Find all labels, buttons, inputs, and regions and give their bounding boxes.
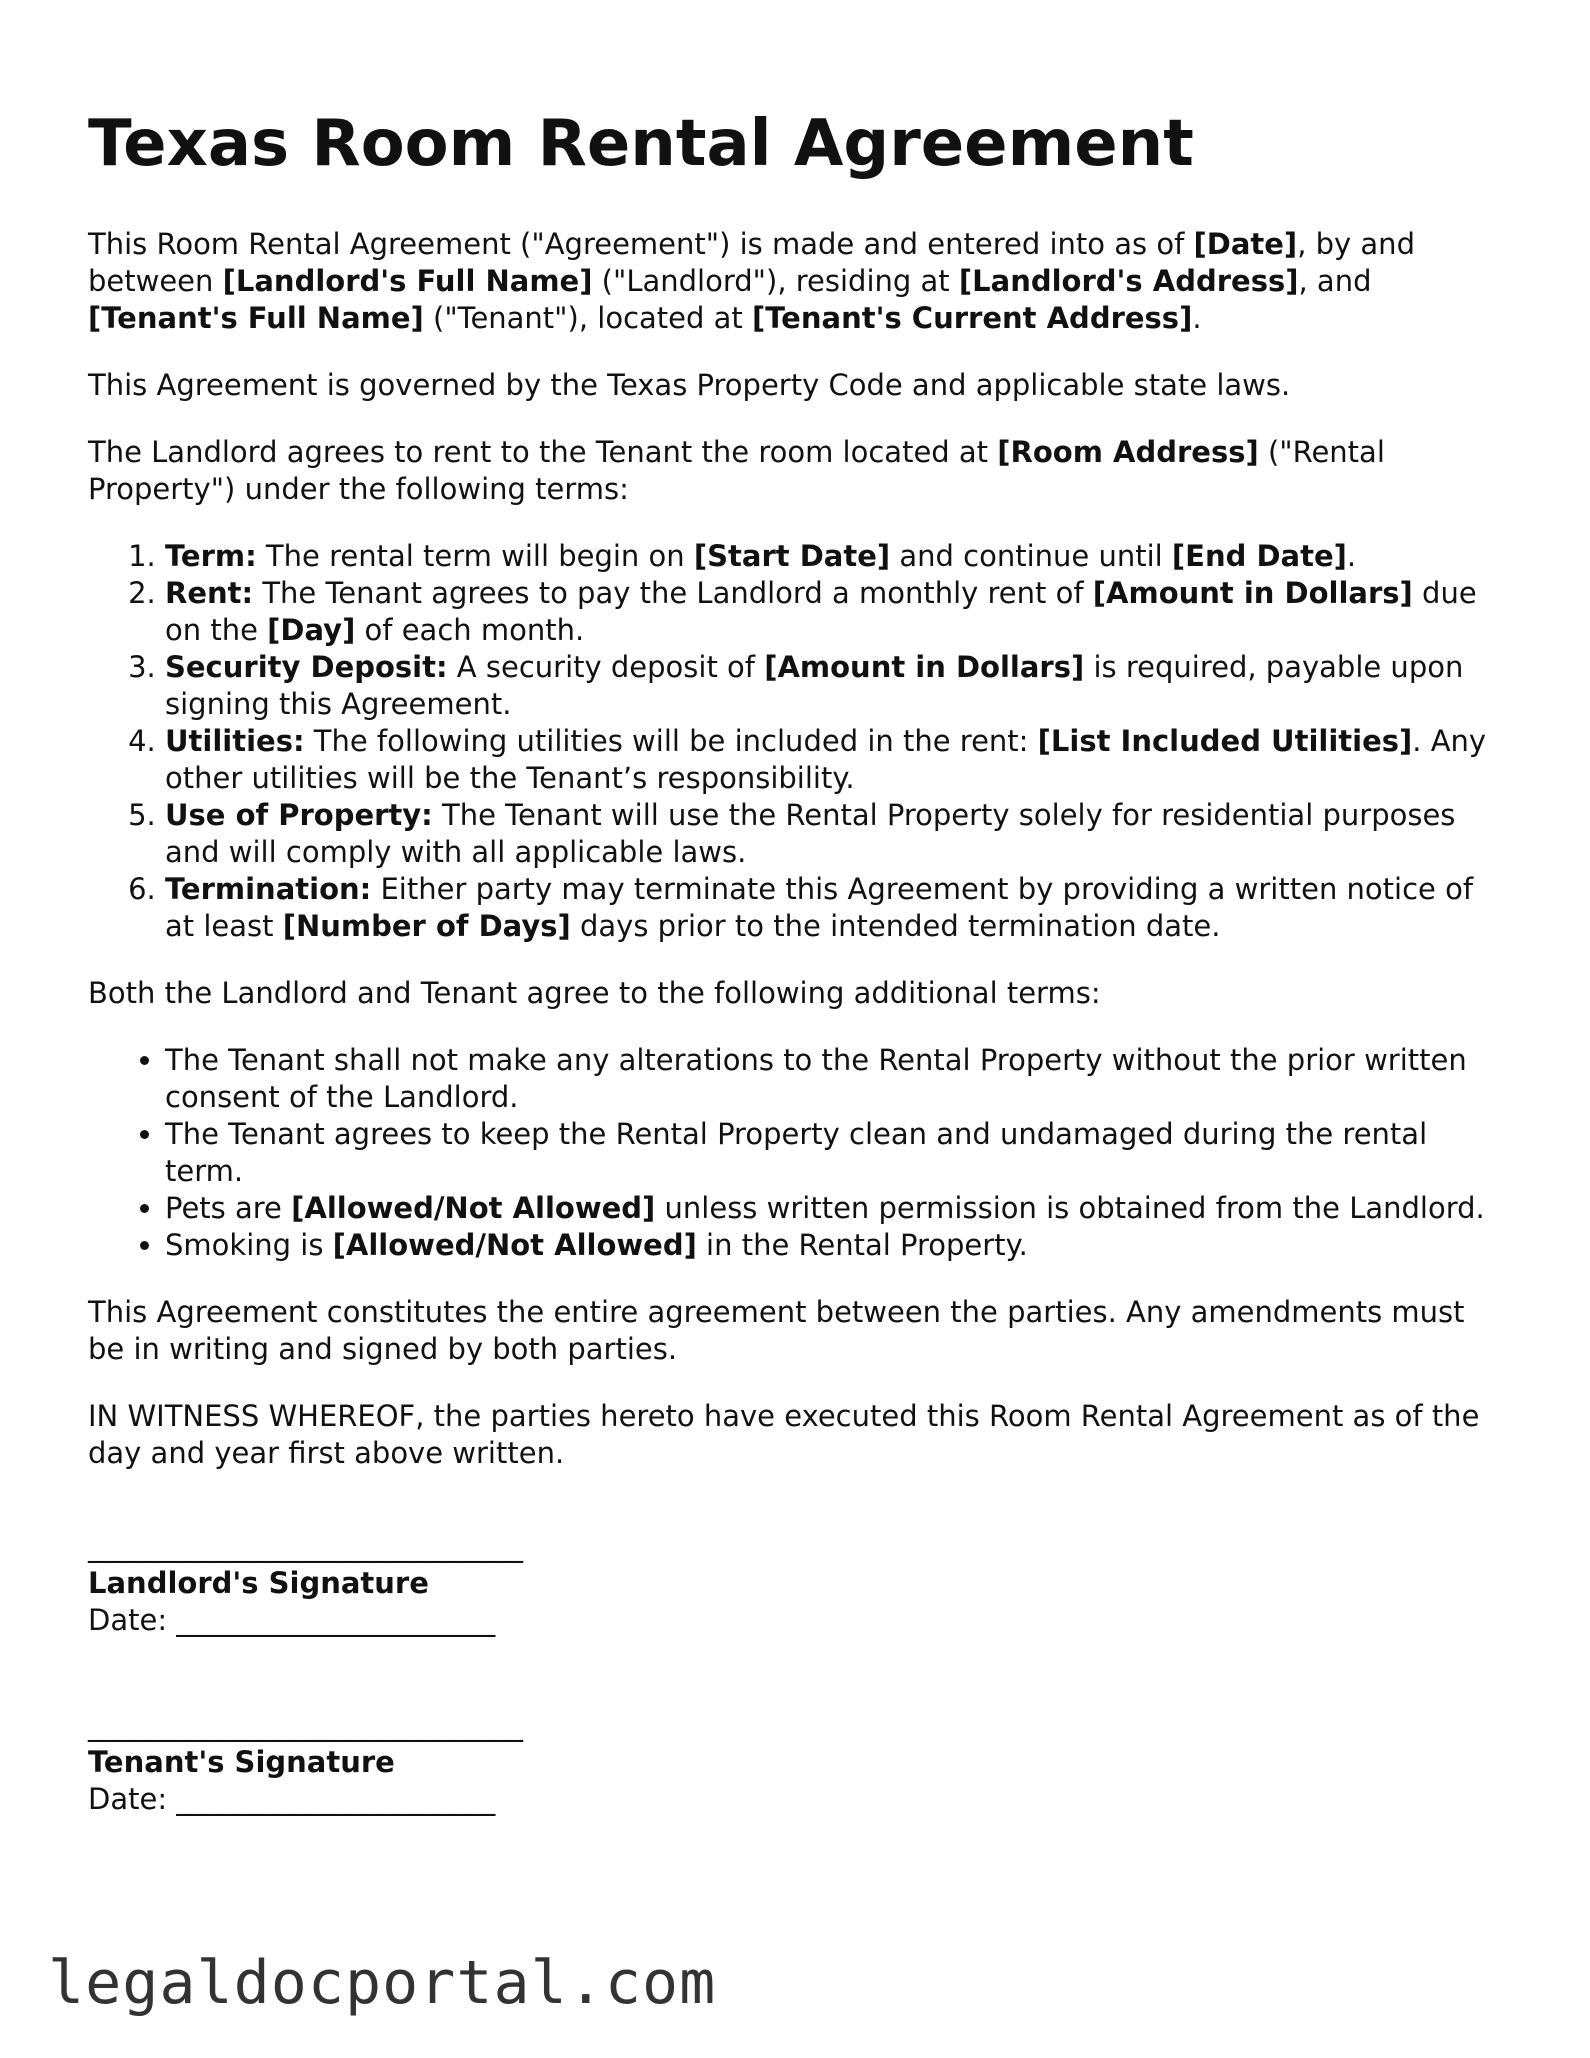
term-text: days prior to the intended termination date. [570, 908, 1221, 943]
term-placeholder: [Amount in Dollars] [1092, 575, 1413, 610]
term-text: due on the [165, 575, 1477, 647]
term-text: A security deposit of [447, 649, 765, 684]
term-placeholder: [Day] [267, 612, 356, 647]
additional-term-item [165, 1227, 1508, 1264]
term-text: The rental term will begin on [256, 538, 694, 573]
document-title: Texas Room Rental Agreement [88, 107, 1194, 181]
watermark: legaldocportal.com [48, 1948, 717, 2018]
tenant-address-placeholder: [Tenant's Current Address] [752, 300, 1193, 335]
intro-text: This Room Rental Agreement ("Agreement") is made and entered into as of [88, 226, 1194, 261]
term-label: Term: [165, 538, 257, 573]
smoking-placeholder: [Allowed/Not Allowed] [332, 1227, 697, 1262]
date-placeholder: [Date] [1193, 226, 1298, 261]
term-text: and continue until [890, 538, 1172, 573]
pets-placeholder: [Allowed/Not Allowed] [291, 1190, 656, 1225]
additional-terms-list [88, 1042, 1508, 1264]
term-text: is required, payable upon signing this Agreement. [165, 649, 1464, 721]
term-text: The following utilities will be included in the rent: [304, 723, 1038, 758]
document-page [88, 108, 1508, 1886]
landlord-signature-block [88, 1528, 1508, 1639]
landlord-date-line[interactable]: Date: ______________________ [88, 1602, 496, 1637]
tenant-date-line[interactable]: Date: ______________________ [88, 1781, 496, 1816]
term-placeholder: [List Included Utilities] [1037, 723, 1413, 758]
landlord-name-placeholder: [Landlord's Full Name] [222, 263, 593, 298]
additional-intro-paragraph: Both the Landlord and Tenant agree to the following additional terms: [88, 975, 1101, 1010]
tenant-signature-line[interactable]: ______________________________ [88, 1707, 523, 1742]
additional-term-text: in the Rental Property. [696, 1227, 1028, 1262]
term-label: Utilities: [165, 723, 305, 758]
term-text: . Any other utilities will be the Tenant’s responsibility. [165, 723, 1487, 795]
rent-intro-text: The Landlord agrees to rent to the Tenant the room located at [88, 434, 998, 469]
intro-text: . [1192, 300, 1202, 335]
rent-intro-paragraph [88, 434, 1508, 508]
tenant-signature-block [88, 1707, 1508, 1818]
term-label: Security Deposit: [165, 649, 448, 684]
additional-term-item [165, 1116, 1508, 1190]
term-item [165, 649, 1508, 723]
term-text: The Tenant agrees to pay the Landlord a monthly rent of [253, 575, 1093, 610]
additional-term-text: Pets are [165, 1190, 292, 1225]
term-item [165, 575, 1508, 649]
room-address-placeholder: [Room Address] [997, 434, 1259, 469]
entire-agreement-paragraph: This Agreement constitutes the entire agreement between the parties. Any amendments must be in writing and signed by both parties. [88, 1294, 1465, 1366]
tenant-signature-label: Tenant's Signature [88, 1744, 395, 1779]
term-text: of each month. [355, 612, 585, 647]
term-text: The Tenant will use the Rental Property solely for residential purposes and will comply with all applicable laws. [165, 797, 1456, 869]
additional-term-text: The Tenant shall not make any alterations to the Rental Property without the prior written consent of the Landlord. [165, 1042, 1467, 1114]
landlord-address-placeholder: [Landlord's Address] [958, 263, 1299, 298]
terms-list [88, 538, 1508, 945]
additional-term-text: Smoking is [165, 1227, 333, 1262]
intro-paragraph [88, 226, 1508, 337]
intro-text: , and [1298, 263, 1372, 298]
term-placeholder: [Start Date] [693, 538, 891, 573]
term-text: Either party may terminate this Agreement by providing a written notice of at least [165, 871, 1474, 943]
witness-paragraph: IN WITNESS WHEREOF, the parties hereto have executed this Room Rental Agreement as of the day and year first above written. [88, 1398, 1480, 1470]
term-placeholder: [Amount in Dollars] [764, 649, 1085, 684]
term-item [165, 871, 1508, 945]
term-placeholder: [Number of Days] [282, 908, 571, 943]
additional-term-item [165, 1042, 1508, 1116]
intro-text: ("Tenant"), located at [423, 300, 752, 335]
landlord-signature-line[interactable]: ______________________________ [88, 1528, 523, 1563]
additional-term-text: The Tenant agrees to keep the Rental Property clean and undamaged during the rental term. [165, 1116, 1428, 1188]
term-item [165, 797, 1508, 871]
signature-section [88, 1528, 1508, 1818]
governing-paragraph: This Agreement is governed by the Texas Property Code and applicable state laws. [88, 367, 1291, 402]
term-label: Termination: [165, 871, 372, 906]
intro-text: ("Landlord"), residing at [592, 263, 959, 298]
intro-text: , by and between [88, 226, 1415, 298]
landlord-signature-label: Landlord's Signature [88, 1565, 429, 1600]
term-item [165, 538, 1508, 575]
term-label: Rent: [165, 575, 254, 610]
tenant-name-placeholder: [Tenant's Full Name] [88, 300, 424, 335]
term-text: . [1346, 538, 1357, 573]
rent-intro-text: ("Rental Property") under the following terms: [88, 434, 1385, 506]
additional-term-item [165, 1190, 1508, 1227]
additional-term-text: unless written permission is obtained from the Landlord. [655, 1190, 1485, 1225]
term-item [165, 723, 1508, 797]
term-placeholder: [End Date] [1171, 538, 1347, 573]
term-label: Use of Property: [165, 797, 433, 832]
